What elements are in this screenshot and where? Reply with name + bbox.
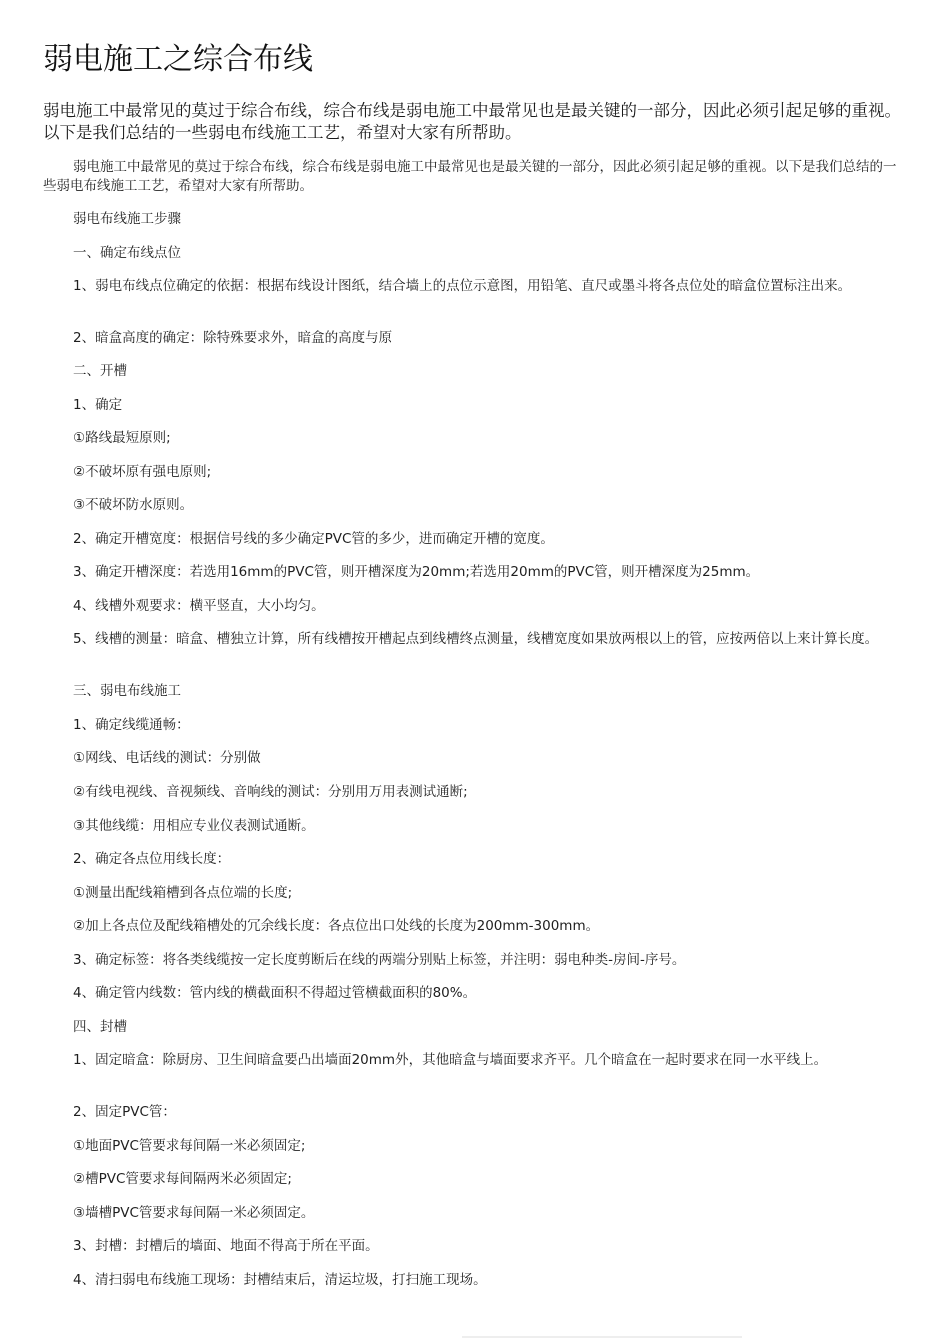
paragraph: 2、暗盒高度的确定：除特殊要求外，暗盒的高度与原 (73, 330, 393, 346)
paragraph: 3、确定开槽深度：若选用16mm的PVC管，则开槽深度为20mm;若选用20mm的PVC管，则开槽深度为25mm。 (73, 564, 760, 580)
paragraph: 3、确定标签：将各类线缆按一定长度剪断后在线的两端分别贴上标签，并注明：弱电种类-房间-序号。 (73, 952, 686, 968)
list-item: ①网线、电话线的测试：分别做 (73, 750, 261, 766)
paragraph: 5、线槽的测量：暗盒、槽独立计算，所有线槽按开槽起点到线槽终点测量，线槽宽度如果放两根以上的管，应按两倍以上来计算长度。 (73, 631, 879, 647)
section-heading: 三、弱电布线施工 (73, 683, 181, 699)
paragraph: 2、确定各点位用线长度： (73, 851, 231, 867)
page-divider (462, 1336, 742, 1338)
paragraph: 3、封槽：封槽后的墙面、地面不得高于所在平面。 (73, 1238, 379, 1254)
list-item: ③墙槽PVC管要求每间隔一米必须固定。 (73, 1205, 315, 1221)
document-summary: 弱电施工中最常见的莫过于综合布线，综合布线是弱电施工中最常见也是最关键的一部分，因此必须引起足够的重视。以下是我们总结的一些弱电布线施工工艺，希望对大家有所帮助。 (43, 101, 901, 142)
paragraph: 1、固定暗盒：除厨房、卫生间暗盒要凸出墙面20mm外，其他暗盒与墙面要求齐平。几个暗盒在一起时要求在同一水平线上。 (73, 1052, 828, 1068)
paragraph-intro: 弱电施工中最常见的莫过于综合布线，综合布线是弱电施工中最常见也是最关键的一部分，因此必须引起足够的重视。以下是我们总结的一些弱电布线施工工艺，希望对大家有所帮助。 (43, 159, 897, 194)
paragraph: 1、确定线缆通畅： (73, 717, 190, 733)
list-item: ①地面PVC管要求每间隔一米必须固定; (73, 1138, 306, 1154)
list-item: ②不破坏原有强电原则; (73, 464, 212, 480)
section-heading: 四、封槽 (73, 1019, 127, 1035)
section-heading: 二、开槽 (73, 363, 127, 379)
list-item: ①路线最短原则; (73, 430, 171, 446)
paragraph: 4、线槽外观要求：横平竖直，大小均匀。 (73, 598, 325, 614)
paragraph: 2、固定PVC管： (73, 1104, 176, 1120)
section-heading: 弱电布线施工步骤 (73, 211, 181, 227)
paragraph: 2、确定开槽宽度：根据信号线的多少确定PVC管的多少，进而确定开槽的宽度。 (73, 531, 554, 547)
list-item: ③不破坏防水原则。 (73, 497, 194, 513)
list-item: ①测量出配线箱槽到各点位端的长度; (73, 885, 293, 901)
paragraph: 1、确定 (73, 397, 123, 413)
section-heading: 一、确定布线点位 (73, 245, 181, 261)
list-item: ②槽PVC管要求每间隔两米必须固定; (73, 1171, 292, 1187)
list-item: ②加上各点位及配线箱槽处的冗余线长度：各点位出口处线的长度为200mm-300mm。 (73, 918, 600, 934)
page-title: 弱电施工之综合布线 (43, 42, 313, 77)
list-item: ②有线电视线、音视频线、音响线的测试：分别用万用表测试通断; (73, 784, 468, 800)
paragraph: 4、清扫弱电布线施工现场：封槽结束后，清运垃圾，打扫施工现场。 (73, 1272, 487, 1288)
paragraph: 4、确定管内线数：管内线的横截面积不得超过管横截面积的80%。 (73, 985, 477, 1001)
list-item: ③其他线缆：用相应专业仪表测试通断。 (73, 818, 315, 834)
paragraph: 1、弱电布线点位确定的依据：根据布线设计图纸，结合墙上的点位示意图，用铅笔、直尺或墨斗将各点位处的暗盒位置标注出来。 (73, 278, 852, 294)
